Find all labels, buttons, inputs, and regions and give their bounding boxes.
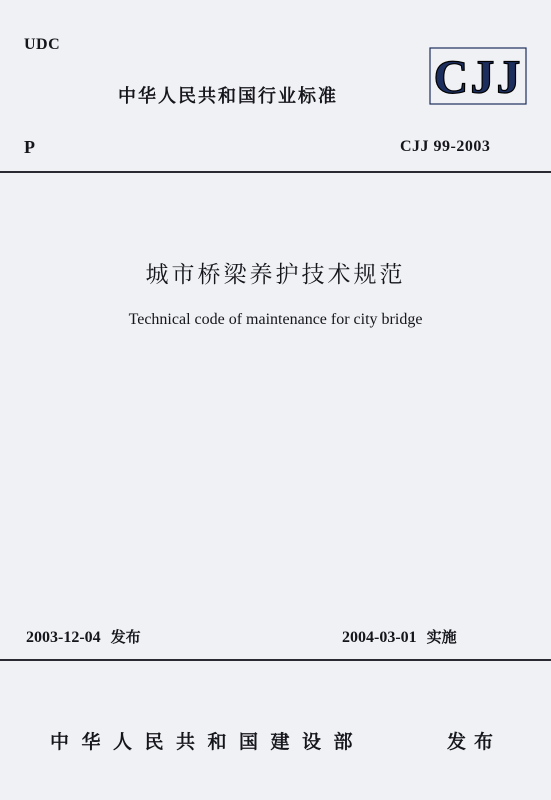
industry-standard-heading: 中华人民共和国行业标准 <box>118 86 338 107</box>
bottom-divider <box>0 659 551 661</box>
issue-date-line <box>26 626 141 647</box>
implementation-label: 实施 <box>426 628 457 646</box>
standard-number: CJJ 99-2003 <box>400 138 491 155</box>
implementation-date: 2004-03-01 <box>342 629 417 646</box>
publisher-name: 中华人民共和国建设部 <box>50 731 366 753</box>
cjj-logo <box>428 44 528 108</box>
title-english: Technical code of maintenance for city bridge <box>128 311 423 328</box>
logo-text: CJJ <box>433 51 523 104</box>
title-chinese: 城市桥梁养护技术规范 <box>145 262 406 288</box>
udc-label: UDC <box>24 36 61 53</box>
issue-date: 2003-12-04 <box>26 629 101 646</box>
implementation-date-line <box>342 626 457 647</box>
issue-label: 发布 <box>110 628 141 646</box>
classification-code: P <box>24 137 35 157</box>
publish-label: 发布 <box>447 731 502 753</box>
top-divider <box>0 171 551 173</box>
